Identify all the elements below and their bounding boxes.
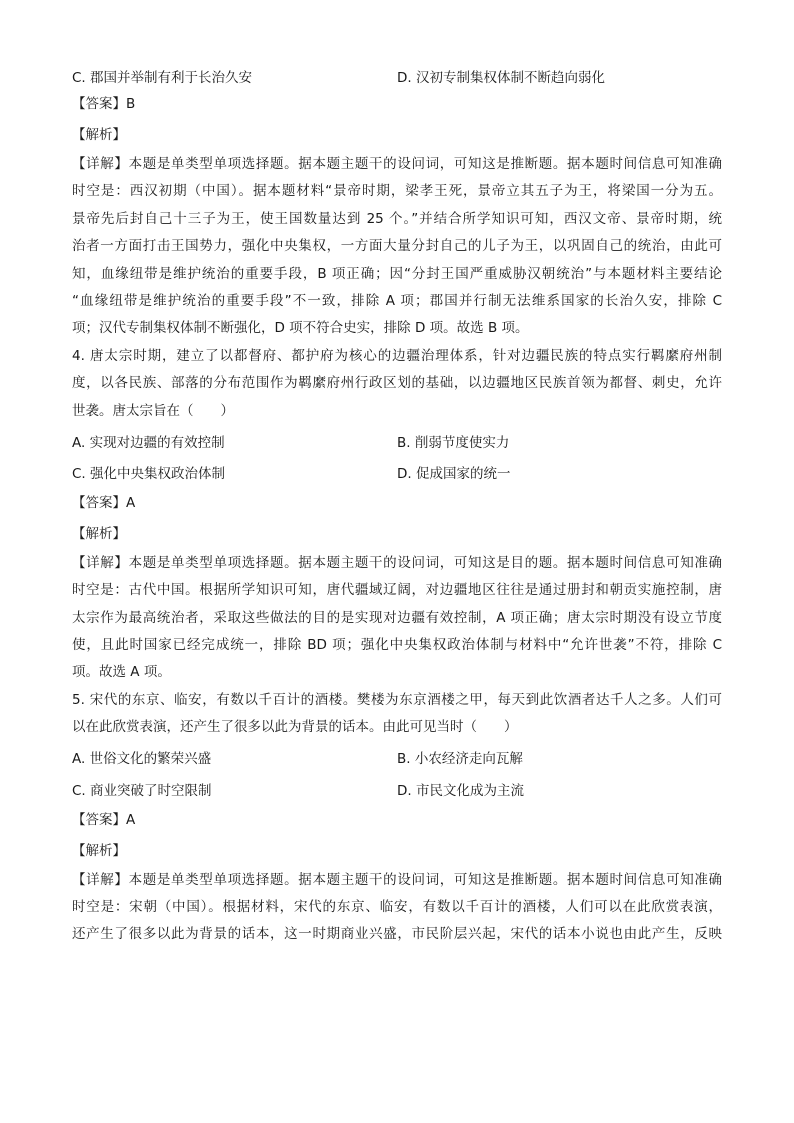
- q4-detail-line: 项。故选 A 项。: [72, 664, 171, 681]
- q4-option-b: B. 削弱节度使实力: [397, 434, 510, 451]
- q3-detail-line: “血缘纽带是维护统治的重要手段”不一致，排除 A 项；郡国并行制无法维系国家的长治久安，排除 C: [72, 292, 722, 309]
- q4-detail-line: 时空是：古代中国。根据所学知识可知，唐代疆域辽阔，对边疆地区往往是通过册封和朝贡实施控制，唐: [72, 582, 722, 599]
- q5-analysis-label: 【解析】: [72, 842, 126, 859]
- q5-options-row-ab: [72, 742, 722, 774]
- q5-stem-line: 5. 宋代的东京、临安，有数以千百计的酒楼。樊楼为东京酒楼之甲，每天到此饮酒者达千人之多。人们可: [72, 691, 722, 708]
- q5-option-a: A. 世俗文化的繁荣兴盛: [72, 751, 212, 768]
- q4-stem: [72, 343, 722, 425]
- q4-option-a: A. 实现对边疆的有效控制: [72, 434, 225, 451]
- q4-stem-line: 度，以各民族、部落的分布范围作为羁縻府州行政区划的基础，以边疆地区民族首领为都督、刺史，允许: [72, 375, 722, 392]
- q4-detail-line: 【详解】本题是单类型单项选择题。据本题主题干的设问词，可知这是目的题。据本题时间信息可知准确: [72, 554, 722, 571]
- q5-stem: [72, 687, 722, 742]
- q5-answer: 【答案】A: [72, 811, 136, 828]
- q5-detail-line: 时空是：宋朝（中国）。根据材料，宋代的东京、临安，有数以千百计的酒楼，人们可以在此欣赏表演，: [72, 899, 722, 916]
- q5-option-b: B. 小农经济走向瓦解: [397, 751, 523, 768]
- q5-option-c: C. 商业突破了时空限制: [72, 782, 212, 799]
- q4-detail-line: 太宗作为最高统治者，采取这些做法的目的是实现对边疆有效控制，A 项正确；唐太宗时期没有设立节度: [72, 609, 722, 626]
- q5-options-row-cd: [72, 773, 722, 805]
- q3-options-row-cd: [72, 62, 722, 89]
- q4-detail: [72, 550, 722, 687]
- q3-detail-line: 【详解】本题是单类型单项选择题。据本题主题干的设问词，可知这是推断题。据本题时间信息可知准确: [72, 156, 722, 172]
- q3-option-c: C. 郡国并举制有利于长治久安: [72, 69, 253, 86]
- q5-detail-line: 还产生了很多以此为背景的话本，这一时期商业兴盛，市民阶层兴起，宋代的话本小说也由此产生，反映: [72, 926, 722, 943]
- q3-answer: 【答案】B: [72, 96, 136, 112]
- q4-stem-line: 世袭。唐太宗旨在（ ）: [72, 402, 234, 419]
- q5-stem-line: 以在此欣赏表演，还产生了很多以此为背景的话本。由此可见当时（ ）: [72, 719, 518, 736]
- q3-detail-line: 景帝先后封自己十三子为王，使王国数量达到 25 个。”并结合所学知识可知，西汉文帝、景帝时期，统: [72, 210, 722, 227]
- q3-option-d: D. 汉初专制集权体制不断趋向弱化: [397, 69, 605, 86]
- q4-answer: 【答案】A: [72, 494, 136, 511]
- q3-detail-line: 知，血缘纽带是维护统治的重要手段，B 项正确；因“分封王国严重威胁汉朝统治”与本题材料主要结论: [72, 265, 722, 282]
- q3-detail-line: 治者一方面打击王国势力，强化中央集权，一方面大量分封自己的儿子为王，以巩固自己的统治，由此可: [72, 238, 722, 255]
- q4-analysis-label: 【解析】: [72, 525, 126, 542]
- q3-detail-line: 时空是：西汉初期（中国）。据本题材料“景帝时期，梁孝王死，景帝立其五子为王，将梁国一分为五。: [72, 183, 722, 200]
- q5-detail: [72, 867, 722, 949]
- document-page: [72, 62, 722, 949]
- q4-options-row-cd: [72, 456, 722, 488]
- q4-options-row-ab: [72, 425, 722, 457]
- q4-option-d: D. 促成国家的统一: [397, 466, 511, 483]
- q3-detail: [72, 151, 722, 343]
- q5-detail-line: 【详解】本题是单类型单项选择题。据本题主题干的设问词，可知这是推断题。据本题时间信息可知准确: [72, 871, 722, 888]
- q3-detail-line: 项；汉代专制集权体制不断强化，D 项不符合史实，排除 D 项。故选 B 项。: [72, 320, 529, 337]
- q4-option-c: C. 强化中央集权政治体制: [72, 466, 226, 483]
- q3-analysis-label: 【解析】: [72, 127, 126, 143]
- q4-stem-line: 4. 唐太宗时期，建立了以都督府、都护府为核心的边疆治理体系，针对边疆民族的特点实行羁縻府州制: [72, 347, 722, 364]
- q4-detail-line: 使，且此时国家已经完成统一，排除 BD 项；强化中央集权政治体制与材料中“允许世袭”不符，排除 C: [72, 637, 722, 654]
- q5-option-d: D. 市民文化成为主流: [397, 782, 524, 799]
